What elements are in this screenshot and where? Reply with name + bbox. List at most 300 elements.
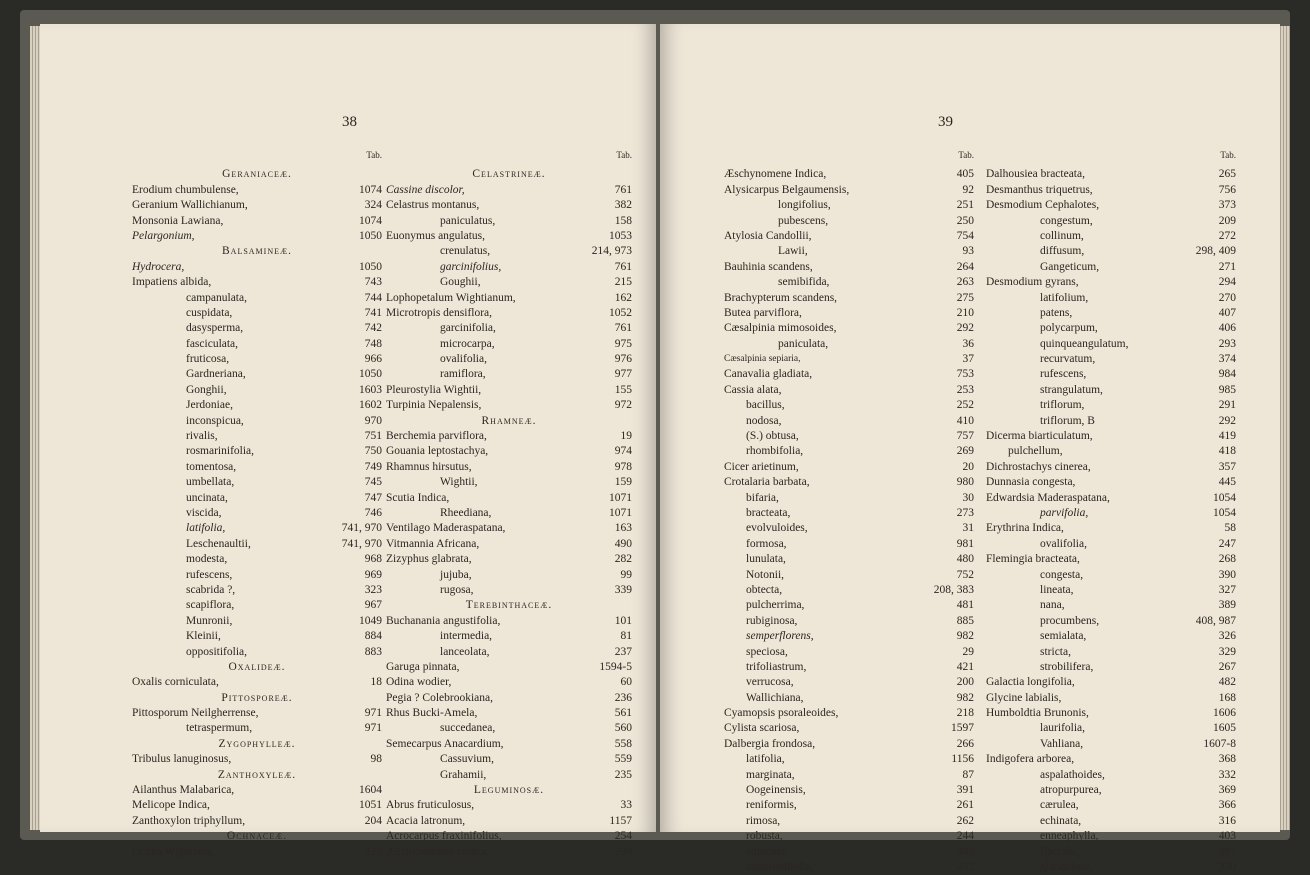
plate-number: 326 bbox=[1218, 630, 1236, 643]
family-heading bbox=[132, 829, 382, 844]
plate-number: 242 bbox=[956, 860, 974, 873]
species-name: ovalifolia, bbox=[1040, 537, 1087, 550]
plate-number: 982 bbox=[956, 691, 974, 704]
species-name: Gonghii, bbox=[186, 383, 227, 396]
species-name: Wightii, bbox=[440, 476, 478, 489]
index-entry bbox=[986, 675, 1236, 690]
family-heading bbox=[132, 167, 382, 182]
species-name: dasysperma, bbox=[186, 322, 244, 335]
plate-number: 250 bbox=[956, 214, 974, 227]
plate-number: 406 bbox=[1218, 322, 1236, 335]
species-name: Gangeticum, bbox=[1040, 260, 1100, 273]
species-name: triflorum, bbox=[1040, 399, 1085, 412]
species-name: quinqueangulatum, bbox=[1040, 337, 1129, 350]
plate-number: 254 bbox=[614, 830, 632, 843]
index-entry bbox=[386, 491, 632, 506]
species-name: garcinifolius, bbox=[440, 260, 502, 273]
index-entry bbox=[986, 783, 1236, 798]
species-name: Acrocarpus fraxinifolius, bbox=[386, 830, 502, 843]
plate-number: 373 bbox=[1218, 199, 1236, 212]
index-entry bbox=[132, 783, 382, 798]
plate-number: 162 bbox=[614, 291, 632, 304]
plate-number: 99 bbox=[620, 568, 632, 581]
index-entry bbox=[986, 383, 1236, 398]
family-name: Oxalideæ. bbox=[228, 660, 286, 673]
plate-number: 264 bbox=[956, 260, 974, 273]
book-spread bbox=[20, 10, 1290, 873]
plate-number: 291 bbox=[1218, 399, 1236, 412]
index-entry bbox=[724, 275, 974, 290]
species-name: microcarpa, bbox=[440, 337, 495, 350]
index-entry bbox=[986, 629, 1236, 644]
plate-number: 744 bbox=[364, 291, 382, 304]
index-entry bbox=[986, 475, 1236, 490]
species-name: tamarindifolia, bbox=[746, 860, 815, 873]
plate-number: 273 bbox=[956, 506, 974, 519]
plate-number: 31 bbox=[962, 522, 974, 535]
plate-number: 329 bbox=[1218, 645, 1236, 658]
plate-number: 265 bbox=[1218, 168, 1236, 181]
plate-number: 761 bbox=[614, 183, 632, 196]
plate-number: 971 bbox=[364, 722, 382, 735]
plate-number: 741, 970 bbox=[341, 522, 382, 535]
species-name: glandulosa, bbox=[1040, 860, 1093, 873]
species-name: Goughii, bbox=[440, 276, 481, 289]
plate-number: 421 bbox=[956, 660, 974, 673]
index-entry bbox=[724, 460, 974, 475]
species-name: Butea parviflora, bbox=[724, 306, 802, 319]
plate-number: 327 bbox=[1218, 583, 1236, 596]
species-name: Wallichiana, bbox=[746, 691, 804, 704]
index-entry bbox=[132, 429, 382, 444]
index-entry bbox=[132, 214, 382, 229]
index-entry bbox=[986, 752, 1236, 767]
species-name: Vahliana, bbox=[1040, 737, 1084, 750]
index-entry bbox=[386, 829, 632, 844]
index-entry bbox=[986, 398, 1236, 413]
index-column-1 bbox=[132, 152, 382, 860]
species-name: Cyamopsis psoraleoides, bbox=[724, 707, 839, 720]
left-page bbox=[40, 24, 656, 858]
index-entry bbox=[724, 244, 974, 259]
species-name: pulchellum, bbox=[1008, 445, 1063, 458]
plate-number: 299 bbox=[614, 845, 632, 858]
index-column-2 bbox=[386, 152, 632, 860]
species-name: Erodium chumbulense, bbox=[132, 183, 239, 196]
species-name: bracteata, bbox=[746, 506, 791, 519]
species-name: Tribulus lanuginosus, bbox=[132, 753, 232, 766]
species-name: cuspidata, bbox=[186, 306, 233, 319]
index-entry bbox=[386, 629, 632, 644]
species-name: procumbens, bbox=[1040, 614, 1100, 627]
plate-number: 253 bbox=[956, 383, 974, 396]
species-name: rufescens, bbox=[186, 568, 233, 581]
plate-number: 163 bbox=[614, 522, 632, 535]
tab-column-header bbox=[724, 152, 974, 167]
plate-number: 269 bbox=[956, 445, 974, 458]
plate-number: 419 bbox=[1218, 430, 1236, 443]
index-entry bbox=[986, 829, 1236, 844]
index-entry bbox=[986, 537, 1236, 552]
index-entry bbox=[132, 352, 382, 367]
index-entry bbox=[386, 444, 632, 459]
plate-number: 482 bbox=[1218, 676, 1236, 689]
plate-number: 382 bbox=[614, 199, 632, 212]
plate-number: 982 bbox=[956, 630, 974, 643]
species-name: Acacia latronum, bbox=[386, 814, 466, 827]
plate-number: 33 bbox=[620, 799, 632, 812]
species-name: Ventilago Maderaspatana, bbox=[386, 522, 506, 535]
species-name: Humboldtia Brunonis, bbox=[986, 707, 1089, 720]
species-name: ramiflora, bbox=[440, 368, 486, 381]
species-name: Leschenaultii, bbox=[186, 537, 251, 550]
plate-number: 967 bbox=[364, 599, 382, 612]
species-name: Garuga pinnata, bbox=[386, 660, 460, 673]
species-name: Euonymus angulatus, bbox=[386, 229, 486, 242]
plate-number: 1604 bbox=[359, 784, 382, 797]
plate-number: 1607-8 bbox=[1203, 737, 1236, 750]
plate-number: 1594-5 bbox=[599, 660, 632, 673]
species-name: Gardneriana, bbox=[186, 368, 246, 381]
species-name: Pegia ? Colebrookiana, bbox=[386, 691, 493, 704]
plate-number: 266 bbox=[956, 737, 974, 750]
plate-number: 405 bbox=[956, 168, 974, 181]
index-column-4 bbox=[986, 152, 1236, 875]
plate-number: 29 bbox=[962, 645, 974, 658]
index-entry bbox=[132, 306, 382, 321]
index-entry bbox=[132, 706, 382, 721]
species-name: Odina wodier, bbox=[386, 676, 452, 689]
plate-number: 742 bbox=[364, 322, 382, 335]
species-name: bifaria, bbox=[746, 491, 779, 504]
species-name: Lawii, bbox=[778, 245, 808, 258]
species-name: atropurpurea, bbox=[1040, 784, 1102, 797]
species-name: Dalbergia frondosa, bbox=[724, 737, 816, 750]
family-heading bbox=[386, 598, 632, 613]
plate-number: 751 bbox=[364, 430, 382, 443]
species-name: Gouania leptostachya, bbox=[386, 445, 489, 458]
plate-number: 270 bbox=[1218, 291, 1236, 304]
plate-number: 756 bbox=[1218, 183, 1236, 196]
plate-number: 761 bbox=[614, 322, 632, 335]
family-name: Ochnaceæ. bbox=[226, 830, 288, 843]
plate-number: 391 bbox=[956, 784, 974, 797]
index-entry bbox=[724, 660, 974, 675]
species-name: congesta, bbox=[1040, 568, 1084, 581]
plate-number: 745 bbox=[364, 476, 382, 489]
index-entry bbox=[724, 198, 974, 213]
plate-number: 1052 bbox=[609, 306, 632, 319]
species-name: Crotalaria barbata, bbox=[724, 476, 810, 489]
species-name: aspalathoides, bbox=[1040, 768, 1105, 781]
index-entry bbox=[724, 675, 974, 690]
plate-number: 418 bbox=[1218, 445, 1236, 458]
species-name: rubiginosa, bbox=[746, 614, 798, 627]
index-entry bbox=[724, 429, 974, 444]
plate-number: 155 bbox=[614, 383, 632, 396]
plate-number: 559 bbox=[614, 753, 632, 766]
species-name: evolvuloides, bbox=[746, 522, 808, 535]
index-entry bbox=[386, 306, 632, 321]
plate-number: 292 bbox=[1218, 414, 1236, 427]
plate-number: 560 bbox=[614, 722, 632, 735]
plate-number: 98 bbox=[370, 753, 382, 766]
plate-number: 985 bbox=[1218, 383, 1236, 396]
index-entry bbox=[724, 260, 974, 275]
species-name: Dalhousiea bracteata, bbox=[986, 168, 1085, 181]
left-page-number: 38 bbox=[342, 114, 357, 130]
index-entry bbox=[132, 367, 382, 382]
plate-number: 200 bbox=[956, 676, 974, 689]
index-entry bbox=[986, 691, 1236, 706]
tab-label: Tab. bbox=[366, 150, 382, 160]
species-name: modesta, bbox=[186, 553, 228, 566]
index-entry bbox=[724, 721, 974, 736]
plate-number: 316 bbox=[1218, 814, 1236, 827]
index-entry bbox=[386, 552, 632, 567]
plate-number: 1606 bbox=[1213, 707, 1236, 720]
index-entry bbox=[986, 229, 1236, 244]
index-entry bbox=[724, 752, 974, 767]
species-name: fruticosa, bbox=[186, 353, 230, 366]
index-entry bbox=[132, 721, 382, 736]
species-name: Cassia alata, bbox=[724, 383, 782, 396]
plate-number: 60 bbox=[620, 676, 632, 689]
index-entry bbox=[386, 537, 632, 552]
species-name: Microtropis densiflora, bbox=[386, 306, 493, 319]
plate-number: 294 bbox=[1218, 276, 1236, 289]
plate-number: 366 bbox=[1218, 799, 1236, 812]
index-entry bbox=[386, 383, 632, 398]
plate-number: 263 bbox=[956, 276, 974, 289]
species-name: flaccida, bbox=[1040, 845, 1080, 858]
plate-number: 743 bbox=[364, 276, 382, 289]
plate-number: 214, 973 bbox=[591, 245, 632, 258]
plate-number: 18 bbox=[370, 676, 382, 689]
tab-label: Tab. bbox=[958, 150, 974, 160]
tab-label: Tab. bbox=[616, 150, 632, 160]
index-entry bbox=[724, 367, 974, 382]
plate-number: 324 bbox=[364, 199, 382, 212]
index-entry bbox=[386, 814, 632, 829]
plate-number: 93 bbox=[962, 245, 974, 258]
index-entry bbox=[132, 845, 382, 860]
index-entry bbox=[386, 229, 632, 244]
index-entry bbox=[724, 552, 974, 567]
plate-number: 387 bbox=[1218, 845, 1236, 858]
species-name: Semecarpus Anacardium, bbox=[386, 737, 504, 750]
plate-number: 1050 bbox=[359, 260, 382, 273]
species-name: reniformis, bbox=[746, 799, 797, 812]
species-name: Ochna Wightiana, bbox=[132, 845, 215, 858]
species-name: echinata, bbox=[1040, 814, 1082, 827]
index-entry bbox=[724, 475, 974, 490]
plate-number: 481 bbox=[956, 599, 974, 612]
plate-number: 753 bbox=[956, 368, 974, 381]
index-entry bbox=[132, 814, 382, 829]
index-entry bbox=[386, 275, 632, 290]
species-name: rivalis, bbox=[186, 430, 218, 443]
index-entry bbox=[724, 783, 974, 798]
plate-number: 368 bbox=[1218, 753, 1236, 766]
species-name: Celastrus montanus, bbox=[386, 199, 480, 212]
plate-number: 1071 bbox=[609, 491, 632, 504]
index-entry bbox=[986, 306, 1236, 321]
index-entry bbox=[386, 691, 632, 706]
species-name: paniculatus, bbox=[440, 214, 496, 227]
index-entry bbox=[724, 214, 974, 229]
species-name: Canavalia gladiata, bbox=[724, 368, 813, 381]
plate-number: 81 bbox=[620, 630, 632, 643]
species-name: Indigofera arborea, bbox=[986, 753, 1075, 766]
plate-number: 750 bbox=[364, 445, 382, 458]
species-name: Glycine labialis, bbox=[986, 691, 1062, 704]
plate-number: 1074 bbox=[359, 183, 382, 196]
species-name: obtecta, bbox=[746, 583, 783, 596]
species-name: enneaphylla, bbox=[1040, 830, 1099, 843]
species-name: Æschynomene aspera, bbox=[386, 845, 489, 858]
index-entry bbox=[986, 183, 1236, 198]
species-name: nodosa, bbox=[746, 414, 782, 427]
species-name: Kleinii, bbox=[186, 630, 221, 643]
plate-number: 159 bbox=[614, 476, 632, 489]
plate-number: 1074 bbox=[359, 214, 382, 227]
plate-number: 262 bbox=[956, 814, 974, 827]
species-name: collinum, bbox=[1040, 229, 1084, 242]
species-name: polycarpum, bbox=[1040, 322, 1098, 335]
plate-number: 209 bbox=[1218, 214, 1236, 227]
species-name: jujuba, bbox=[440, 568, 472, 581]
family-heading bbox=[386, 783, 632, 798]
species-name: formosa, bbox=[746, 537, 787, 550]
species-name: lineata, bbox=[1040, 583, 1074, 596]
plate-number: 218 bbox=[956, 707, 974, 720]
family-name: Zygophylleæ. bbox=[218, 737, 296, 750]
species-name: Jerdoniae, bbox=[186, 399, 233, 412]
species-name: stipulata, bbox=[746, 845, 788, 858]
species-name: scabrida ?, bbox=[186, 583, 236, 596]
species-name: Munronii, bbox=[186, 614, 233, 627]
index-entry bbox=[132, 521, 382, 536]
plate-number: 58 bbox=[1224, 522, 1236, 535]
species-name: Berchemia parviflora, bbox=[386, 430, 487, 443]
index-entry bbox=[986, 337, 1236, 352]
index-entry bbox=[986, 367, 1236, 382]
species-name: speciosa, bbox=[746, 645, 788, 658]
species-name: semialata, bbox=[1040, 630, 1087, 643]
index-entry bbox=[986, 645, 1236, 660]
species-name: Vitmannia Africana, bbox=[386, 537, 480, 550]
plate-number: 330 bbox=[1218, 860, 1236, 873]
plate-number: 244 bbox=[956, 830, 974, 843]
plate-number: 1156 bbox=[951, 753, 974, 766]
species-name: scapiflora, bbox=[186, 599, 235, 612]
species-name: laurifolia, bbox=[1040, 722, 1086, 735]
plate-number: 215 bbox=[614, 276, 632, 289]
plate-number: 761 bbox=[614, 260, 632, 273]
species-name: fasciculata, bbox=[186, 337, 239, 350]
species-name: latifolia, bbox=[746, 753, 785, 766]
index-entry bbox=[724, 845, 974, 860]
plate-number: 974 bbox=[614, 445, 632, 458]
family-name: Geraniaceæ. bbox=[222, 168, 292, 181]
plate-number: 1054 bbox=[1213, 506, 1236, 519]
plate-number: 275 bbox=[956, 291, 974, 304]
index-entry bbox=[986, 798, 1236, 813]
plate-number: 984 bbox=[1218, 368, 1236, 381]
plate-number: 1605 bbox=[1213, 722, 1236, 735]
tab-label: Tab. bbox=[1220, 150, 1236, 160]
plate-number: 37 bbox=[962, 353, 974, 366]
species-name: rimosa, bbox=[746, 814, 781, 827]
plate-number: 369 bbox=[1218, 784, 1236, 797]
plate-number: 747 bbox=[364, 491, 382, 504]
species-name: Oogeinensis, bbox=[746, 784, 806, 797]
plate-number: 87 bbox=[962, 768, 974, 781]
plate-number: 101 bbox=[614, 614, 632, 627]
species-name: Alysicarpus Belgaumensis, bbox=[724, 183, 850, 196]
plate-number: 754 bbox=[956, 229, 974, 242]
index-entry bbox=[724, 337, 974, 352]
index-entry bbox=[132, 568, 382, 583]
plate-number: 741 bbox=[364, 306, 382, 319]
species-name: Edwardsia Maderaspatana, bbox=[986, 491, 1110, 504]
plate-number: 883 bbox=[364, 645, 382, 658]
species-name: oppositifolia, bbox=[186, 645, 248, 658]
species-name: Zanthoxylon triphyllum, bbox=[132, 814, 246, 827]
plate-number: 741, 970 bbox=[341, 537, 382, 550]
index-entry bbox=[986, 414, 1236, 429]
index-entry bbox=[132, 475, 382, 490]
family-heading bbox=[386, 414, 632, 429]
plate-number: 490 bbox=[614, 537, 632, 550]
species-name: Impatiens albida, bbox=[132, 276, 212, 289]
index-entry bbox=[386, 768, 632, 783]
family-heading bbox=[132, 660, 382, 675]
index-entry bbox=[986, 260, 1236, 275]
species-name: Cylista scariosa, bbox=[724, 722, 800, 735]
species-name: Erythrina Indica, bbox=[986, 522, 1064, 535]
species-name: Dichrostachys cinerea, bbox=[986, 460, 1091, 473]
index-entry bbox=[986, 275, 1236, 290]
index-entry bbox=[132, 198, 382, 213]
plate-number: 403 bbox=[1218, 830, 1236, 843]
species-name: Lophopetalum Wightianum, bbox=[386, 291, 516, 304]
species-name: Galactia longifolia, bbox=[986, 676, 1075, 689]
plate-number: 977 bbox=[614, 368, 632, 381]
species-name: verrucosa, bbox=[746, 676, 794, 689]
index-entry bbox=[986, 552, 1236, 567]
plate-number: 158 bbox=[614, 214, 632, 227]
index-entry bbox=[386, 214, 632, 229]
plate-number: 293 bbox=[1218, 337, 1236, 350]
plate-number: 885 bbox=[956, 614, 974, 627]
species-name: strangulatum, bbox=[1040, 383, 1103, 396]
index-entry bbox=[386, 568, 632, 583]
species-name: triflorum, B bbox=[1040, 414, 1095, 427]
species-name: rhombifolia, bbox=[746, 445, 804, 458]
species-name: Ailanthus Malabarica, bbox=[132, 784, 235, 797]
plate-number: 204 bbox=[364, 814, 382, 827]
plate-number: 971 bbox=[364, 707, 382, 720]
species-name: Hydrocera, bbox=[132, 260, 185, 273]
species-name: paniculata, bbox=[778, 337, 829, 350]
index-entry bbox=[986, 768, 1236, 783]
species-name: Atylosia Candollii, bbox=[724, 229, 812, 242]
family-name: Balsamineæ. bbox=[222, 245, 292, 258]
index-entry bbox=[986, 614, 1236, 629]
index-entry bbox=[132, 583, 382, 598]
